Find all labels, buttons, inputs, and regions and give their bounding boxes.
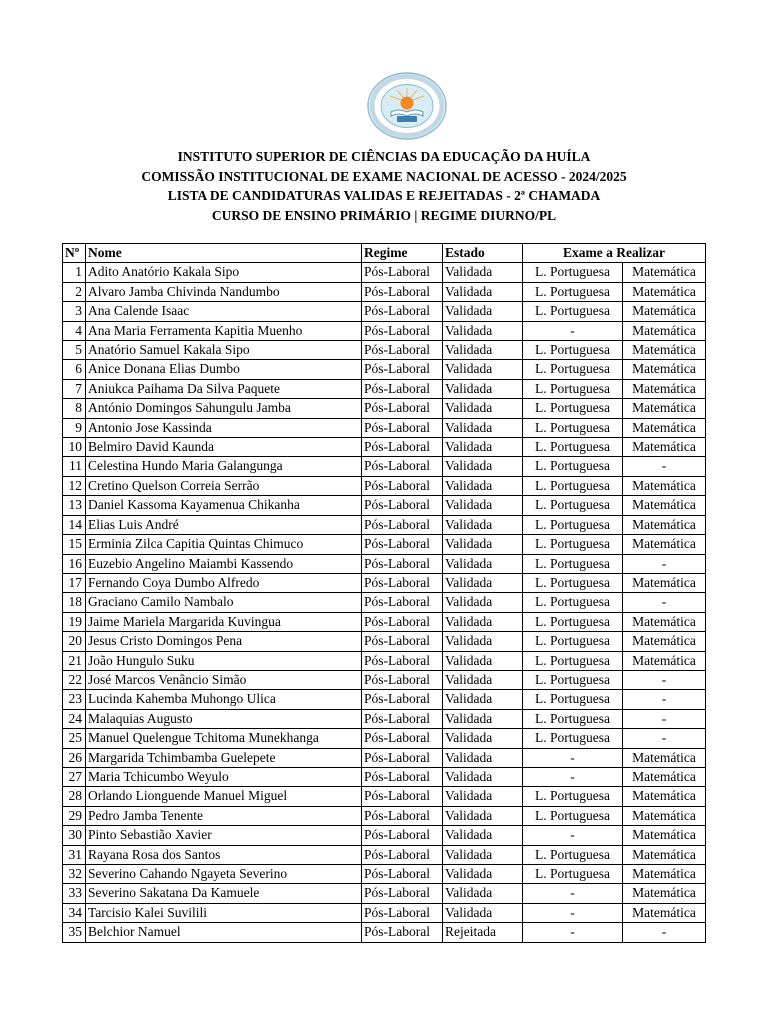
cell-exam-portuguese: L. Portuguesa bbox=[523, 438, 623, 457]
cell-name: Maria Tchicumbo Weyulo bbox=[86, 767, 362, 786]
cell-number: 10 bbox=[63, 438, 86, 457]
table-row bbox=[63, 709, 706, 728]
cell-estado: Validada bbox=[443, 903, 523, 922]
cell-regime: Pós-Laboral bbox=[362, 263, 443, 282]
cell-exam-math: Matemática bbox=[623, 321, 706, 340]
table-row bbox=[63, 593, 706, 612]
cell-regime: Pós-Laboral bbox=[362, 438, 443, 457]
cell-name: Severino Cahando Ngayeta Severino bbox=[86, 865, 362, 884]
cell-number: 5 bbox=[63, 341, 86, 360]
cell-regime: Pós-Laboral bbox=[362, 806, 443, 825]
cell-exam-portuguese: L. Portuguesa bbox=[523, 845, 623, 864]
cell-estado: Validada bbox=[443, 476, 523, 495]
cell-estado: Validada bbox=[443, 767, 523, 786]
cell-number: 19 bbox=[63, 612, 86, 631]
cell-estado: Validada bbox=[443, 670, 523, 689]
cell-regime: Pós-Laboral bbox=[362, 535, 443, 554]
institution-logo bbox=[367, 72, 447, 140]
table-row bbox=[63, 826, 706, 845]
cell-exam-math: Matemática bbox=[623, 787, 706, 806]
cell-number: 25 bbox=[63, 729, 86, 748]
cell-exam-math: - bbox=[623, 923, 706, 942]
cell-name: António Domingos Sahungulu Jamba bbox=[86, 399, 362, 418]
cell-exam-math: - bbox=[623, 554, 706, 573]
cell-exam-portuguese: L. Portuguesa bbox=[523, 554, 623, 573]
cell-regime: Pós-Laboral bbox=[362, 884, 443, 903]
cell-regime: Pós-Laboral bbox=[362, 729, 443, 748]
table-header-row bbox=[63, 244, 706, 263]
table-row bbox=[63, 748, 706, 767]
cell-exam-math: Matemática bbox=[623, 651, 706, 670]
cell-number: 18 bbox=[63, 593, 86, 612]
cell-number: 2 bbox=[63, 282, 86, 301]
table-row bbox=[63, 806, 706, 825]
cell-name: Pedro Jamba Tenente bbox=[86, 806, 362, 825]
cell-name: Ana Maria Ferramenta Kapitia Muenho bbox=[86, 321, 362, 340]
cell-exam-portuguese: L. Portuguesa bbox=[523, 729, 623, 748]
cell-estado: Validada bbox=[443, 690, 523, 709]
cell-exam-math: Matemática bbox=[623, 865, 706, 884]
cell-exam-portuguese: - bbox=[523, 884, 623, 903]
cell-number: 16 bbox=[63, 554, 86, 573]
cell-name: João Hungulo Suku bbox=[86, 651, 362, 670]
cell-number: 3 bbox=[63, 302, 86, 321]
cell-name: Anatório Samuel Kakala Sipo bbox=[86, 341, 362, 360]
cell-regime: Pós-Laboral bbox=[362, 865, 443, 884]
cell-name: Tarcisio Kalei Suvilili bbox=[86, 903, 362, 922]
cell-exam-portuguese: L. Portuguesa bbox=[523, 379, 623, 398]
cell-estado: Validada bbox=[443, 651, 523, 670]
cell-exam-math: - bbox=[623, 593, 706, 612]
cell-exam-portuguese: L. Portuguesa bbox=[523, 263, 623, 282]
cell-exam-math: Matemática bbox=[623, 341, 706, 360]
cell-exam-portuguese: L. Portuguesa bbox=[523, 632, 623, 651]
candidates-table bbox=[62, 243, 706, 943]
cell-name: Daniel Kassoma Kayamenua Chikanha bbox=[86, 496, 362, 515]
cell-regime: Pós-Laboral bbox=[362, 826, 443, 845]
cell-exam-portuguese: L. Portuguesa bbox=[523, 806, 623, 825]
cell-number: 12 bbox=[63, 476, 86, 495]
cell-exam-math: - bbox=[623, 690, 706, 709]
cell-estado: Validada bbox=[443, 302, 523, 321]
cell-estado: Validada bbox=[443, 787, 523, 806]
col-header-name: Nome bbox=[86, 244, 362, 263]
cell-regime: Pós-Laboral bbox=[362, 496, 443, 515]
cell-name: Erminia Zilca Capitia Quintas Chimuco bbox=[86, 535, 362, 554]
cell-number: 17 bbox=[63, 573, 86, 592]
table-row bbox=[63, 476, 706, 495]
cell-estado: Validada bbox=[443, 399, 523, 418]
cell-regime: Pós-Laboral bbox=[362, 670, 443, 689]
cell-number: 26 bbox=[63, 748, 86, 767]
cell-estado: Validada bbox=[443, 535, 523, 554]
cell-name: Severino Sakatana Da Kamuele bbox=[86, 884, 362, 903]
cell-exam-portuguese: L. Portuguesa bbox=[523, 690, 623, 709]
cell-regime: Pós-Laboral bbox=[362, 573, 443, 592]
table-row bbox=[63, 865, 706, 884]
table-row bbox=[63, 573, 706, 592]
col-header-exam: Exame a Realizar bbox=[523, 244, 706, 263]
table-row bbox=[63, 496, 706, 515]
cell-name: Orlando Lionguende Manuel Miguel bbox=[86, 787, 362, 806]
cell-name: Ana Calende Isaac bbox=[86, 302, 362, 321]
cell-exam-portuguese: L. Portuguesa bbox=[523, 341, 623, 360]
cell-exam-portuguese: L. Portuguesa bbox=[523, 282, 623, 301]
cell-name: Pinto Sebastião Xavier bbox=[86, 826, 362, 845]
cell-number: 29 bbox=[63, 806, 86, 825]
table-row bbox=[63, 670, 706, 689]
table-row bbox=[63, 690, 706, 709]
cell-name: Malaquias Augusto bbox=[86, 709, 362, 728]
cell-estado: Validada bbox=[443, 515, 523, 534]
cell-regime: Pós-Laboral bbox=[362, 787, 443, 806]
cell-estado: Validada bbox=[443, 341, 523, 360]
cell-exam-math: Matemática bbox=[623, 496, 706, 515]
cell-number: 8 bbox=[63, 399, 86, 418]
cell-number: 15 bbox=[63, 535, 86, 554]
cell-name: Lucinda Kahemba Muhongo Ulica bbox=[86, 690, 362, 709]
cell-exam-portuguese: L. Portuguesa bbox=[523, 670, 623, 689]
cell-exam-portuguese: L. Portuguesa bbox=[523, 515, 623, 534]
cell-regime: Pós-Laboral bbox=[362, 709, 443, 728]
cell-exam-math: Matemática bbox=[623, 767, 706, 786]
cell-exam-portuguese: L. Portuguesa bbox=[523, 535, 623, 554]
list-title: LISTA DE CANDIDATURAS VALIDAS E REJEITADAS - 2ª CHAMADA bbox=[167, 188, 601, 203]
logo-ribbon bbox=[397, 116, 417, 122]
cell-regime: Pós-Laboral bbox=[362, 360, 443, 379]
col-header-estado: Estado bbox=[443, 244, 523, 263]
table-row bbox=[63, 903, 706, 922]
cell-exam-math: Matemática bbox=[623, 612, 706, 631]
cell-exam-math: Matemática bbox=[623, 632, 706, 651]
cell-exam-math: Matemática bbox=[623, 360, 706, 379]
cell-estado: Validada bbox=[443, 709, 523, 728]
table-row bbox=[63, 263, 706, 282]
cell-exam-portuguese: L. Portuguesa bbox=[523, 457, 623, 476]
cell-exam-math: Matemática bbox=[623, 379, 706, 398]
cell-number: 34 bbox=[63, 903, 86, 922]
cell-estado: Validada bbox=[443, 748, 523, 767]
cell-number: 9 bbox=[63, 418, 86, 437]
institution-title: INSTITUTO SUPERIOR DE CIÊNCIAS DA EDUCAÇÃO DA HUÍLA bbox=[177, 149, 591, 164]
cell-estado: Validada bbox=[443, 612, 523, 631]
table-row bbox=[63, 379, 706, 398]
table-row bbox=[63, 341, 706, 360]
cell-name: Jaime Mariela Margarida Kuvingua bbox=[86, 612, 362, 631]
cell-regime: Pós-Laboral bbox=[362, 632, 443, 651]
cell-name: Belchior Namuel bbox=[86, 923, 362, 942]
cell-number: 35 bbox=[63, 923, 86, 942]
cell-estado: Validada bbox=[443, 438, 523, 457]
cell-estado: Validada bbox=[443, 496, 523, 515]
cell-regime: Pós-Laboral bbox=[362, 515, 443, 534]
cell-number: 4 bbox=[63, 321, 86, 340]
cell-estado: Validada bbox=[443, 457, 523, 476]
table-row bbox=[63, 845, 706, 864]
cell-name: Jesus Cristo Domingos Pena bbox=[86, 632, 362, 651]
cell-exam-portuguese: - bbox=[523, 748, 623, 767]
table-row bbox=[63, 554, 706, 573]
cell-regime: Pós-Laboral bbox=[362, 379, 443, 398]
cell-exam-math: Matemática bbox=[623, 399, 706, 418]
cell-regime: Pós-Laboral bbox=[362, 341, 443, 360]
course-title: CURSO DE ENSINO PRIMÁRIO | REGIME DIURNO/PL bbox=[211, 207, 557, 223]
table-row bbox=[63, 302, 706, 321]
cell-exam-math: Matemática bbox=[623, 806, 706, 825]
cell-number: 11 bbox=[63, 457, 86, 476]
cell-name: Fernando Coya Dumbo Alfredo bbox=[86, 573, 362, 592]
cell-name: Aniukca Paihama Da Silva Paquete bbox=[86, 379, 362, 398]
table-row bbox=[63, 515, 706, 534]
cell-name: Graciano Camilo Nambalo bbox=[86, 593, 362, 612]
cell-number: 13 bbox=[63, 496, 86, 515]
cell-exam-math: Matemática bbox=[623, 515, 706, 534]
cell-number: 32 bbox=[63, 865, 86, 884]
cell-exam-math: Matemática bbox=[623, 418, 706, 437]
cell-regime: Pós-Laboral bbox=[362, 748, 443, 767]
cell-regime: Pós-Laboral bbox=[362, 282, 443, 301]
cell-exam-portuguese: - bbox=[523, 321, 623, 340]
col-header-regime: Regime bbox=[362, 244, 443, 263]
cell-exam-portuguese: L. Portuguesa bbox=[523, 865, 623, 884]
cell-estado: Validada bbox=[443, 379, 523, 398]
cell-number: 6 bbox=[63, 360, 86, 379]
cell-name: Euzebio Angelino Maiambi Kassendo bbox=[86, 554, 362, 573]
cell-name: Adito Anatório Kakala Sipo bbox=[86, 263, 362, 282]
cell-exam-math: Matemática bbox=[623, 748, 706, 767]
cell-exam-math: - bbox=[623, 670, 706, 689]
cell-exam-portuguese: L. Portuguesa bbox=[523, 360, 623, 379]
table-row bbox=[63, 321, 706, 340]
cell-number: 27 bbox=[63, 767, 86, 786]
cell-estado: Validada bbox=[443, 884, 523, 903]
cell-estado: Validada bbox=[443, 806, 523, 825]
cell-regime: Pós-Laboral bbox=[362, 612, 443, 631]
cell-number: 14 bbox=[63, 515, 86, 534]
cell-regime: Pós-Laboral bbox=[362, 903, 443, 922]
cell-exam-math: Matemática bbox=[623, 302, 706, 321]
cell-exam-portuguese: L. Portuguesa bbox=[523, 399, 623, 418]
commission-title: COMISSÃO INSTITUCIONAL DE EXAME NACIONAL DE ACESSO - 2024/2025 bbox=[141, 168, 627, 184]
cell-number: 24 bbox=[63, 709, 86, 728]
cell-name: Manuel Quelengue Tchitoma Munekhanga bbox=[86, 729, 362, 748]
cell-exam-math: Matemática bbox=[623, 535, 706, 554]
cell-number: 1 bbox=[63, 263, 86, 282]
cell-regime: Pós-Laboral bbox=[362, 690, 443, 709]
cell-name: Rayana Rosa dos Santos bbox=[86, 845, 362, 864]
cell-estado: Validada bbox=[443, 263, 523, 282]
cell-estado: Validada bbox=[443, 321, 523, 340]
cell-name: Antonio Jose Kassinda bbox=[86, 418, 362, 437]
cell-exam-portuguese: L. Portuguesa bbox=[523, 476, 623, 495]
cell-name: Cretino Quelson Correia Serrão bbox=[86, 476, 362, 495]
cell-regime: Pós-Laboral bbox=[362, 767, 443, 786]
cell-estado: Validada bbox=[443, 729, 523, 748]
cell-regime: Pós-Laboral bbox=[362, 845, 443, 864]
cell-exam-portuguese: L. Portuguesa bbox=[523, 651, 623, 670]
table-row bbox=[63, 651, 706, 670]
cell-number: 22 bbox=[63, 670, 86, 689]
cell-regime: Pós-Laboral bbox=[362, 457, 443, 476]
table-row bbox=[63, 457, 706, 476]
cell-exam-math: Matemática bbox=[623, 826, 706, 845]
cell-exam-portuguese: - bbox=[523, 903, 623, 922]
cell-name: Alvaro Jamba Chivinda Nandumbo bbox=[86, 282, 362, 301]
cell-number: 21 bbox=[63, 651, 86, 670]
cell-exam-math: - bbox=[623, 729, 706, 748]
cell-number: 7 bbox=[63, 379, 86, 398]
cell-estado: Rejeitada bbox=[443, 923, 523, 942]
cell-exam-math: Matemática bbox=[623, 573, 706, 592]
cell-estado: Validada bbox=[443, 418, 523, 437]
cell-estado: Validada bbox=[443, 554, 523, 573]
cell-exam-math: Matemática bbox=[623, 845, 706, 864]
cell-estado: Validada bbox=[443, 593, 523, 612]
cell-estado: Validada bbox=[443, 865, 523, 884]
logo-sun bbox=[401, 97, 414, 110]
cell-name: Belmiro David Kaunda bbox=[86, 438, 362, 457]
cell-estado: Validada bbox=[443, 282, 523, 301]
cell-number: 31 bbox=[63, 845, 86, 864]
cell-exam-portuguese: - bbox=[523, 767, 623, 786]
cell-exam-portuguese: L. Portuguesa bbox=[523, 709, 623, 728]
cell-regime: Pós-Laboral bbox=[362, 651, 443, 670]
table-row bbox=[63, 787, 706, 806]
table-row bbox=[63, 767, 706, 786]
cell-exam-portuguese: L. Portuguesa bbox=[523, 302, 623, 321]
cell-name: Celestina Hundo Maria Galangunga bbox=[86, 457, 362, 476]
cell-regime: Pós-Laboral bbox=[362, 321, 443, 340]
table-row bbox=[63, 884, 706, 903]
cell-estado: Validada bbox=[443, 845, 523, 864]
table-row bbox=[63, 729, 706, 748]
cell-regime: Pós-Laboral bbox=[362, 399, 443, 418]
cell-name: José Marcos Venâncio Simão bbox=[86, 670, 362, 689]
cell-number: 30 bbox=[63, 826, 86, 845]
table-row bbox=[63, 360, 706, 379]
cell-exam-portuguese: - bbox=[523, 923, 623, 942]
cell-exam-portuguese: L. Portuguesa bbox=[523, 573, 623, 592]
cell-exam-math: - bbox=[623, 709, 706, 728]
cell-name: Margarida Tchimbamba Guelepete bbox=[86, 748, 362, 767]
table-row bbox=[63, 418, 706, 437]
cell-regime: Pós-Laboral bbox=[362, 476, 443, 495]
cell-number: 28 bbox=[63, 787, 86, 806]
cell-name: Anice Donana Elias Dumbo bbox=[86, 360, 362, 379]
cell-exam-math: - bbox=[623, 457, 706, 476]
col-header-number: Nº bbox=[63, 244, 86, 263]
cell-regime: Pós-Laboral bbox=[362, 302, 443, 321]
cell-exam-math: Matemática bbox=[623, 263, 706, 282]
cell-regime: Pós-Laboral bbox=[362, 418, 443, 437]
cell-exam-portuguese: - bbox=[523, 826, 623, 845]
cell-estado: Validada bbox=[443, 360, 523, 379]
cell-number: 23 bbox=[63, 690, 86, 709]
cell-exam-math: Matemática bbox=[623, 903, 706, 922]
cell-exam-portuguese: L. Portuguesa bbox=[523, 418, 623, 437]
cell-name: Elias Luis André bbox=[86, 515, 362, 534]
cell-regime: Pós-Laboral bbox=[362, 554, 443, 573]
cell-exam-math: Matemática bbox=[623, 476, 706, 495]
cell-exam-math: Matemática bbox=[623, 438, 706, 457]
cell-regime: Pós-Laboral bbox=[362, 923, 443, 942]
cell-estado: Validada bbox=[443, 573, 523, 592]
table-row bbox=[63, 612, 706, 631]
cell-estado: Validada bbox=[443, 826, 523, 845]
cell-regime: Pós-Laboral bbox=[362, 593, 443, 612]
table-row bbox=[63, 438, 706, 457]
cell-exam-math: Matemática bbox=[623, 282, 706, 301]
cell-exam-portuguese: L. Portuguesa bbox=[523, 593, 623, 612]
cell-number: 20 bbox=[63, 632, 86, 651]
cell-number: 33 bbox=[63, 884, 86, 903]
table-row bbox=[63, 535, 706, 554]
table-row bbox=[63, 399, 706, 418]
cell-exam-portuguese: L. Portuguesa bbox=[523, 787, 623, 806]
cell-exam-portuguese: L. Portuguesa bbox=[523, 612, 623, 631]
cell-estado: Validada bbox=[443, 632, 523, 651]
table-row bbox=[63, 923, 706, 942]
cell-exam-portuguese: L. Portuguesa bbox=[523, 496, 623, 515]
table-row bbox=[63, 282, 706, 301]
cell-exam-math: Matemática bbox=[623, 884, 706, 903]
table-row bbox=[63, 632, 706, 651]
